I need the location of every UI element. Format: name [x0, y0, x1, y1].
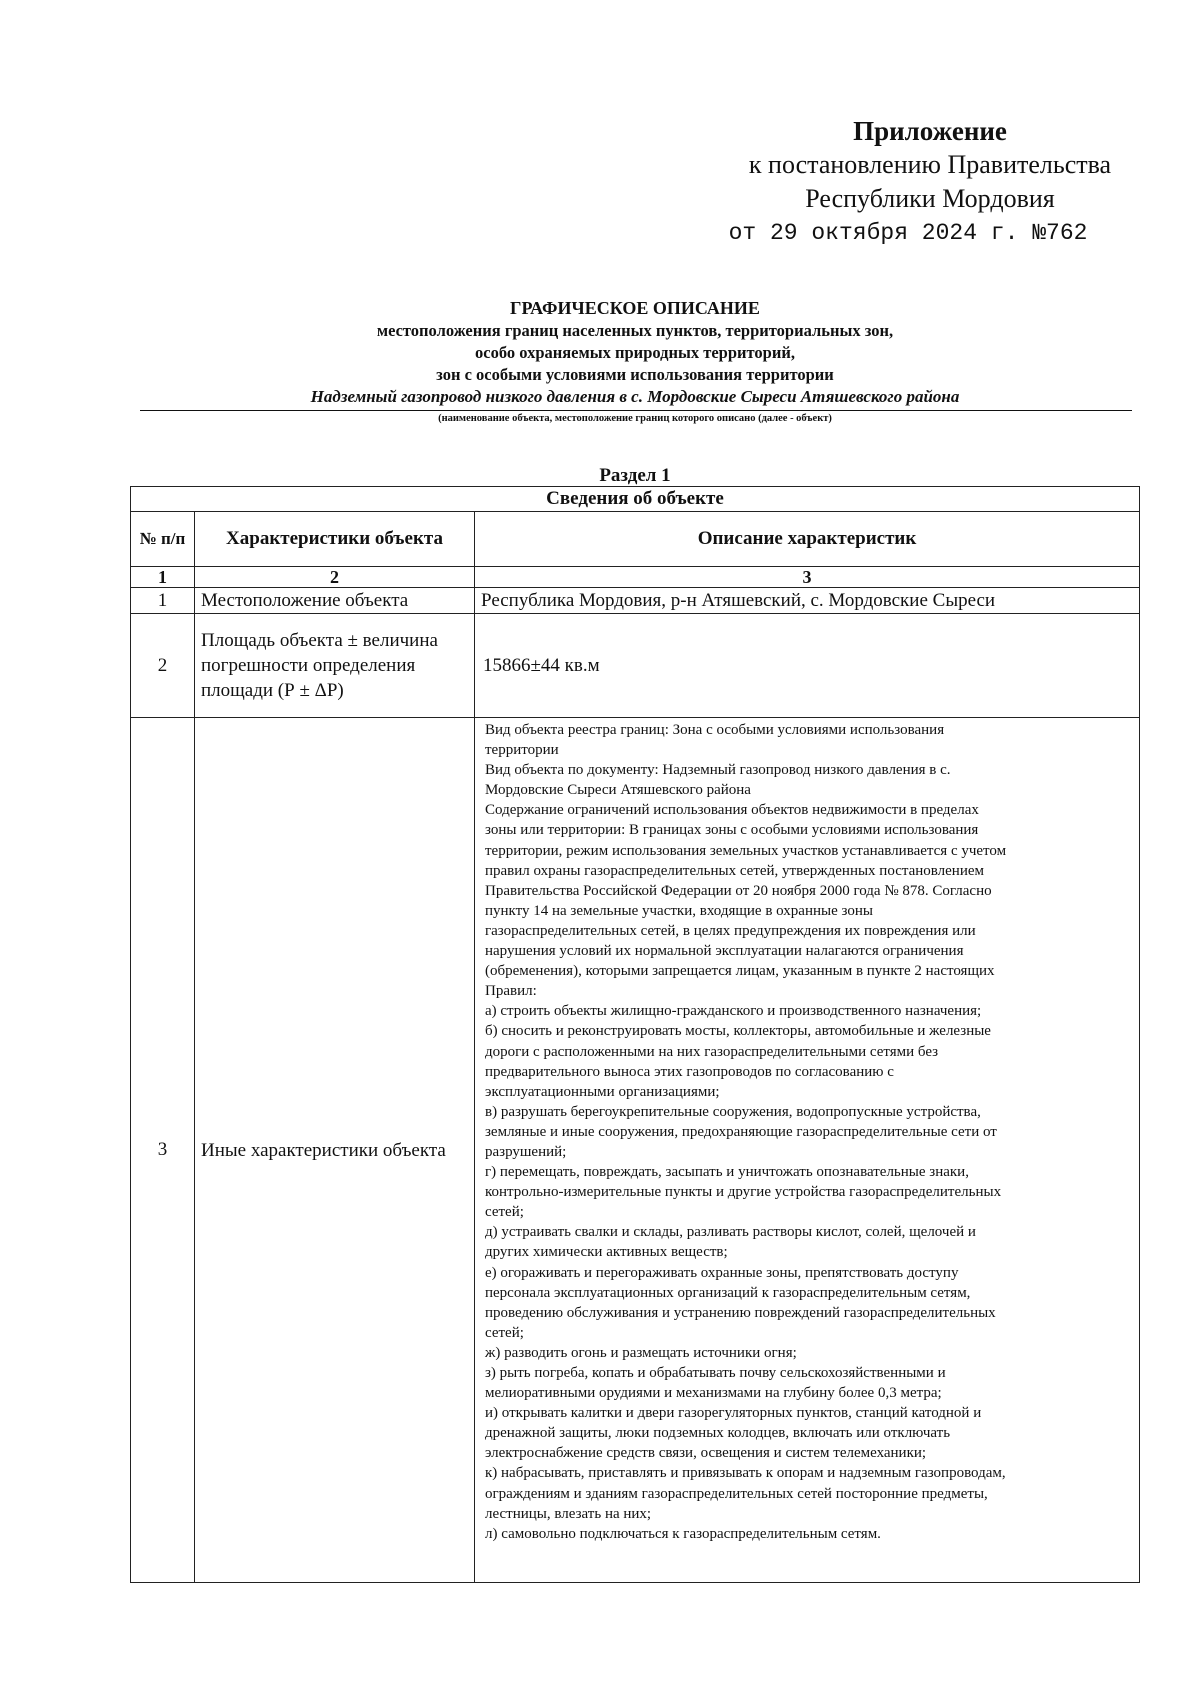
text-line: персонала эксплуатационных организаций к газораспределительным сетям,	[485, 1284, 971, 1301]
text-line: дороги с расположенными на них газораспределительными сетями без	[485, 1043, 939, 1060]
appendix-date: от 29 октября 2024 г. №762	[728, 220, 1088, 246]
document-title: ГРАФИЧЕСКОЕ ОПИСАНИЕ	[510, 298, 760, 318]
text-line: разрушений;	[485, 1143, 567, 1160]
appendix-title: Приложение	[853, 116, 1007, 146]
text-line: сетей;	[485, 1324, 524, 1341]
text-line: Вид объекта по документу: Надземный газопровод низкого давления в с.	[485, 762, 951, 779]
row-name: Площадь объекта ± величина погрешности определения площади (Р ± ΔР)	[195, 614, 475, 718]
text-line: предварительного выноса этих газопроводов по согласованию с	[485, 1063, 894, 1080]
section-title: Раздел 1	[599, 465, 671, 486]
text-line: д) устраивать свалки и склады, разливать растворы кислот, солей, щелочей и	[485, 1224, 976, 1241]
text-line: и) открывать калитки и двери газорегуляторных пунктов, станций катодной и	[485, 1405, 982, 1422]
document-subtitle-line: особо охраняемых природных территорий,	[475, 343, 795, 362]
text-line: проведению обслуживания и устранению повреждений газораспределительных	[485, 1304, 996, 1321]
text-line: газораспределительных сетей, в целях предупреждения их повреждения или	[485, 922, 976, 939]
table-index-row	[131, 567, 1140, 588]
object-name: Надземный газопровод низкого давления в с. Мордовские Сыреси Атяшевского района	[310, 387, 960, 406]
text-line: (обременения), которыми запрещается лицам, указанным в пункте 2 настоящих	[485, 963, 995, 980]
table-header-row	[131, 512, 1140, 567]
text-line: ж) разводить огонь и размещать источники огня;	[485, 1344, 797, 1361]
row-value: 15866±44 кв.м	[475, 614, 1140, 718]
text-line: з) рыть погреба, копать и обрабатывать почву сельскохозяйственными и	[485, 1365, 946, 1381]
text-line: эксплуатационными организациями;	[485, 1083, 720, 1100]
object-info-table	[130, 486, 1140, 1583]
row-num: 2	[131, 614, 195, 718]
text-line: г) перемещать, повреждать, засыпать и уничтожать опознавательные знаки,	[485, 1164, 969, 1181]
table-row	[131, 718, 1140, 1583]
text-line: Правительства Российской Федерации от 20 ноября 2000 года № 878. Согласно	[485, 882, 992, 899]
text-line: других химически активных веществ;	[485, 1244, 728, 1261]
text-line: Содержание ограничений использования объектов недвижимости в пределах	[485, 802, 979, 819]
text-line: Мордовские Сыреси Атяшевского района	[485, 782, 751, 799]
header-num: № п/п	[131, 512, 195, 567]
text-line: мелиоративными орудиями и механизмами на глубину более 0,3 метра;	[485, 1385, 942, 1402]
text-line: земляные и иные сооружения, предохраняющие газораспределительные сети от	[485, 1123, 997, 1140]
appendix-line-2: Республики Мордовия	[805, 184, 1055, 213]
document-heading	[130, 296, 1140, 408]
text-line: лестницы, влезать на них;	[485, 1505, 652, 1522]
table-row	[131, 588, 1140, 614]
text-line: в) разрушать берегоукрепительные сооружения, водопропускные устройства,	[485, 1103, 981, 1120]
index-cell: 2	[195, 567, 475, 588]
document-subtitle-line: местоположения границ населенных пунктов, территориальных зон,	[376, 321, 894, 340]
document-subtitle-line: зон с особыми условиями использования территории	[436, 365, 834, 384]
index-cell: 1	[131, 567, 195, 588]
text-line: сетей;	[485, 1204, 524, 1221]
text-line: Вид объекта реестра границ: Зона с особыми условиями использования	[485, 722, 945, 738]
row-num: 3	[131, 718, 195, 1583]
appendix-line-1: к постановлению Правительства	[748, 150, 1112, 179]
row-name: Местоположение объекта	[195, 588, 475, 614]
text-line: е) огораживать и перегораживать охранные зоны, препятствовать доступу	[485, 1264, 959, 1281]
row-value-text	[475, 718, 1140, 1583]
text-line: Правил:	[485, 983, 537, 1000]
text-line: нарушения условий их нормальной эксплуатации налагаются ограничения	[485, 943, 964, 960]
text-line: а) строить объекты жилищно-гражданского и производственного назначения;	[485, 1003, 982, 1020]
object-note: (наименование объекта, местоположение границ которого описано (далее - объект)	[438, 413, 832, 424]
text-line: ограждениям и зданиям газораспределительных сетей посторонние предметы,	[485, 1485, 988, 1502]
text-line: к) набрасывать, приставлять и привязывать к опорам и надземным газопроводам,	[485, 1465, 1006, 1482]
text-line: л) самовольно подключаться к газораспределительным сетям.	[485, 1525, 881, 1542]
appendix-block	[690, 114, 1170, 250]
row-name: Иные характеристики объекта	[195, 718, 475, 1583]
row-num: 1	[131, 588, 195, 614]
header-characteristics: Характеристики объекта	[195, 512, 475, 567]
text-line: б) сносить и реконструировать мосты, коллекторы, автомобильные и железные	[485, 1023, 991, 1040]
header-description: Описание характеристик	[475, 512, 1140, 567]
row-value: Республика Мордовия, р-н Атяшевский, с. Мордовские Сыреси	[475, 588, 1140, 614]
text-line: контрольно-измерительные пункты и другие устройства газораспределительных	[485, 1184, 1002, 1201]
table-row	[131, 614, 1140, 718]
text-line: территории, режим использования земельных участков устанавливается с учетом	[485, 842, 1007, 859]
text-line: правил охраны газораспределительных сетей, утвержденных постановлением	[485, 862, 985, 879]
text-line: пункту 14 на земельные участки, входящие в охранные зоны	[485, 902, 873, 919]
text-line: дренажной защиты, люки подземных колодцев, включать или отключать	[485, 1425, 951, 1442]
index-cell: 3	[475, 567, 1140, 588]
table-caption: Сведения об объекте	[131, 487, 1140, 512]
text-line: зоны или территории: В границах зоны с особыми условиями использования	[485, 822, 979, 839]
text-line: электроснабжение средств связи, освещения и систем телемеханики;	[485, 1445, 927, 1462]
object-name-underline	[140, 410, 1132, 411]
text-line: территории	[485, 742, 559, 759]
